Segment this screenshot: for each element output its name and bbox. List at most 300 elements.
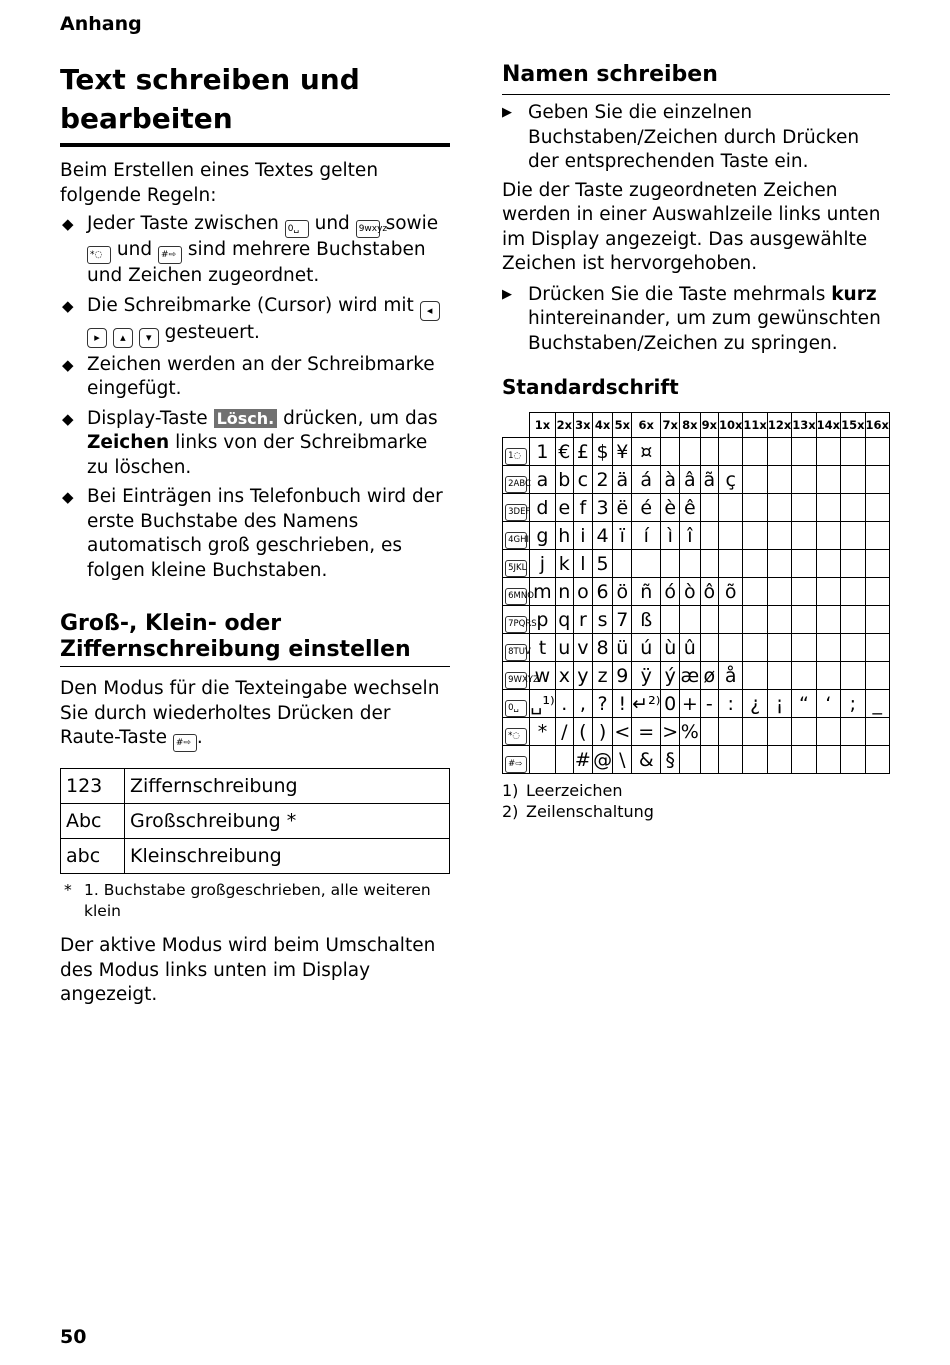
character-cell (632, 550, 661, 578)
table-row (503, 746, 890, 774)
section-title-mode: Groß-, Klein- oder Ziffernschreibung einstellen (60, 611, 450, 667)
character-cell (718, 718, 742, 746)
press-count-header: 5x (613, 413, 632, 438)
character-cell (718, 550, 742, 578)
section-title-names: Namen schreiben (502, 60, 890, 95)
press-count-header: 6x (632, 413, 661, 438)
character-cell: “ (792, 690, 816, 718)
mode-label: Großschreibung * (125, 804, 450, 839)
keypad-key-icon: 4GHI (505, 532, 527, 549)
character-cell (841, 746, 865, 774)
character-cell: û (680, 634, 701, 662)
character-cell: ↵²⁾ (632, 690, 661, 718)
table-row (503, 578, 890, 606)
character-cell (841, 662, 865, 690)
step-item: ▶ Drücken Sie die Taste mehrmals kurz hintereinander, um zum gewünschten Buchstaben/Zeichen zu springen. (502, 283, 881, 354)
character-cell (841, 718, 865, 746)
character-cell: ␣¹⁾ (530, 690, 555, 718)
character-cell (613, 550, 632, 578)
keypad-key-cell (503, 522, 530, 550)
nav-right-icon: ▸ (87, 328, 107, 348)
character-cell (718, 522, 742, 550)
character-cell: r (574, 606, 593, 634)
character-cell: z (592, 662, 613, 690)
character-cell (792, 662, 816, 690)
character-cell: ê (680, 494, 701, 522)
arrow-right-icon: ▶ (502, 105, 512, 120)
character-cell (816, 578, 840, 606)
character-cell (865, 606, 889, 634)
table-row (61, 804, 450, 839)
table-row (503, 662, 890, 690)
character-cell (680, 606, 701, 634)
subtitle-standard-font: Standardschrift (502, 375, 679, 399)
character-cell: € (555, 438, 573, 466)
keypad-key-icon: 1◌ (505, 448, 527, 465)
character-cell (530, 746, 555, 774)
keypad-key-cell (503, 578, 534, 606)
character-cell: y (574, 662, 593, 690)
character-cell (661, 550, 680, 578)
character-cell (743, 466, 767, 494)
character-cell: n (555, 578, 573, 606)
page-title (60, 60, 450, 147)
character-cell: ú (632, 634, 661, 662)
character-cell: ÿ (632, 662, 661, 690)
character-cell: á (632, 466, 661, 494)
character-cell (743, 634, 767, 662)
character-cell: g (530, 522, 555, 550)
character-cell: h (555, 522, 573, 550)
keypad-key-icon: 8TUV (505, 644, 527, 661)
rules-list (60, 212, 450, 583)
nav-left-icon: ◂ (420, 301, 440, 321)
character-cell: â (680, 466, 701, 494)
press-count-header: 7x (661, 413, 680, 438)
character-cell (767, 494, 791, 522)
character-cell: ï (613, 522, 632, 550)
character-cell (841, 578, 865, 606)
character-cell: a (530, 466, 555, 494)
mode-code: 123 (61, 769, 125, 804)
character-cell (743, 662, 767, 690)
character-cell: u (555, 634, 573, 662)
left-column (60, 60, 450, 1008)
character-cell: 3 (592, 494, 613, 522)
character-cell (700, 718, 718, 746)
press-count-header: 13x (792, 413, 816, 438)
character-cell (841, 522, 865, 550)
character-cell: 2 (592, 466, 613, 494)
character-cell: i (574, 522, 593, 550)
character-cell: à (661, 466, 680, 494)
character-cell (680, 438, 701, 466)
character-cell (743, 522, 767, 550)
press-count-header: 15x (841, 413, 865, 438)
character-cell (718, 634, 742, 662)
character-cell: õ (718, 578, 742, 606)
keypad-key-icon: 9WXYZ (505, 672, 527, 689)
character-cell: ò (680, 578, 701, 606)
character-cell: j (530, 550, 555, 578)
press-count-header: 12x (767, 413, 791, 438)
character-cell: 0 (661, 690, 680, 718)
character-cell: m (530, 578, 555, 606)
character-cell (743, 494, 767, 522)
rule-phonebook: ◆ Bei Einträgen ins Telefonbuch wird der erste Buchstabe des Namens automatisch groß geschrieben, es folgen kleine Buchstaben. (62, 486, 443, 581)
character-cell: _ (865, 690, 889, 718)
character-cell: ¤ (632, 438, 661, 466)
rule-cursor: ◆ Die Schreibmarke (Cursor) wird mit ◂ ▸ ▴ ▾ gesteuert. (60, 294, 450, 348)
character-cell (865, 634, 889, 662)
character-cell: % (680, 718, 701, 746)
character-cell: e (555, 494, 573, 522)
key-star-icon: *◌ (87, 246, 111, 264)
footnote: * 1. Buchstabe großgeschrieben, alle weiteren klein (64, 881, 431, 920)
character-cell (767, 522, 791, 550)
press-count-header: 4x (592, 413, 613, 438)
press-count-header: 8x (680, 413, 701, 438)
page-title-line2: bearbeiten (60, 102, 233, 135)
character-cell (767, 466, 791, 494)
character-cell (718, 438, 742, 466)
character-cell (743, 438, 767, 466)
character-cell: ã (700, 466, 718, 494)
diamond-bullet-icon: ◆ (62, 215, 74, 233)
character-cell (700, 746, 718, 774)
character-cell (767, 718, 791, 746)
keypad-key-cell (503, 634, 530, 662)
character-cell: w (530, 662, 555, 690)
character-cell (700, 606, 718, 634)
character-cell (555, 746, 573, 774)
character-cell: . (555, 690, 573, 718)
character-cell: ; (841, 690, 865, 718)
keypad-key-cell (503, 494, 530, 522)
page-number: 50 (60, 1326, 87, 1348)
character-cell (865, 578, 889, 606)
character-cell: ü (613, 634, 632, 662)
character-cell (792, 718, 816, 746)
character-cell (767, 606, 791, 634)
press-count-header: 2x (555, 413, 573, 438)
keypad-key-icon: 7PQRS (505, 616, 527, 633)
character-cell (767, 578, 791, 606)
mode-label: Ziffernschreibung (125, 769, 450, 804)
character-cell: ß (632, 606, 661, 634)
table-row (503, 606, 890, 634)
nav-down-icon: ▾ (139, 328, 159, 348)
keypad-key-icon: 6MNO (505, 588, 527, 605)
nav-up-icon: ▴ (113, 328, 133, 348)
character-cell (865, 466, 889, 494)
character-cell: * (530, 718, 555, 746)
press-count-header: 16x (865, 413, 889, 438)
character-cell: @ (592, 746, 613, 774)
character-cell: > (661, 718, 680, 746)
character-cell (718, 746, 742, 774)
character-cell (841, 634, 865, 662)
character-cell (841, 438, 865, 466)
character-cell: ö (613, 578, 632, 606)
character-cell (865, 522, 889, 550)
character-cell: 8 (592, 634, 613, 662)
key-0-icon: 0␣ (285, 220, 309, 238)
key-9-icon: 9wxyz (356, 220, 380, 238)
character-cell (792, 634, 816, 662)
character-cell: ø (700, 662, 718, 690)
display-key-delete: Lösch. (214, 409, 278, 428)
character-cell (816, 494, 840, 522)
character-cell: \ (613, 746, 632, 774)
character-cell: - (700, 690, 718, 718)
character-cell (700, 550, 718, 578)
character-cell (767, 550, 791, 578)
modes-table (60, 768, 450, 874)
character-cell (865, 662, 889, 690)
character-cell (700, 438, 718, 466)
keypad-key-icon: 3DEF (505, 504, 527, 521)
character-table (502, 412, 890, 774)
character-cell (792, 494, 816, 522)
character-cell: ¥ (613, 438, 632, 466)
character-cell (700, 522, 718, 550)
keypad-key-cell (503, 662, 539, 690)
character-cell (841, 606, 865, 634)
mode-code: Abc (61, 804, 125, 839)
character-cell (816, 718, 840, 746)
table-corner (503, 413, 530, 438)
keypad-key-cell (503, 466, 530, 494)
character-cell (718, 494, 742, 522)
character-cell: & (632, 746, 661, 774)
character-cell: î (680, 522, 701, 550)
character-cell (743, 550, 767, 578)
character-cell: p (530, 606, 555, 634)
character-cell: ( (574, 718, 593, 746)
character-cell (661, 606, 680, 634)
character-cell: å (718, 662, 742, 690)
character-cell (718, 606, 742, 634)
diamond-bullet-icon: ◆ (62, 296, 74, 315)
keypad-key-cell (503, 718, 530, 746)
keypad-key-cell (503, 438, 530, 466)
arrow-right-icon: ▶ (502, 286, 512, 302)
diamond-bullet-icon: ◆ (62, 409, 74, 428)
character-cell (865, 494, 889, 522)
table-row (503, 494, 890, 522)
character-cell (743, 606, 767, 634)
character-cell (743, 746, 767, 774)
character-cell: 5 (592, 550, 613, 578)
keypad-key-icon: *◌ (505, 728, 527, 745)
character-cell: = (632, 718, 661, 746)
diamond-bullet-icon: ◆ (62, 488, 74, 506)
character-cell (792, 606, 816, 634)
character-cell: ç (718, 466, 742, 494)
rule-insert: ◆ Zeichen werden an der Schreibmarke eingefügt. (62, 353, 435, 399)
character-cell (841, 550, 865, 578)
steps-list (502, 101, 890, 175)
table-row (503, 690, 890, 718)
character-cell (816, 746, 840, 774)
info-text: Die der Taste zugeordneten Zeichen werden in einer Auswahlzeile links unten im Display angezeigt. Das ausgewählte Zeichen ist hervorgehoben. (502, 179, 881, 274)
mode-label: Kleinschreibung (125, 839, 450, 874)
character-cell: s (592, 606, 613, 634)
character-cell: ó (661, 578, 680, 606)
diamond-bullet-icon: ◆ (62, 355, 74, 374)
character-cell: 6 (592, 578, 613, 606)
character-cell: k (555, 550, 573, 578)
character-cell: é (632, 494, 661, 522)
outro-text: Der aktive Modus wird beim Umschalten des Modus links unten im Display angezeigt. (60, 935, 436, 1005)
keypad-key-icon: 2ABC (505, 476, 527, 493)
page-title-line1: Text schreiben und (60, 63, 360, 96)
character-cell: ¿ (743, 690, 767, 718)
table-row (503, 522, 890, 550)
character-cell: $ (592, 438, 613, 466)
character-cell (865, 550, 889, 578)
running-header: Anhang (60, 13, 142, 35)
character-cell (865, 746, 889, 774)
keypad-key-icon: 5JKL (505, 560, 527, 577)
character-cell (865, 438, 889, 466)
table-row (503, 550, 890, 578)
table-row (503, 466, 890, 494)
character-cell: 4 (592, 522, 613, 550)
character-cell: í (632, 522, 661, 550)
character-cell (792, 466, 816, 494)
character-cell (816, 634, 840, 662)
keypad-key-cell (503, 690, 530, 718)
character-cell (792, 522, 816, 550)
keypad-key-cell (503, 606, 537, 634)
character-cell: t (530, 634, 555, 662)
intro-text: Beim Erstellen eines Textes gelten folgende Regeln: (60, 160, 379, 206)
step-item: ▶ Geben Sie die einzelnen Buchstaben/Zeichen durch Drücken der entsprechenden Taste ein. (502, 102, 860, 172)
table-row (503, 718, 890, 746)
character-cell: b (555, 466, 573, 494)
key-hash-icon: #⇨ (158, 246, 182, 264)
character-cell: l (574, 550, 593, 578)
keypad-key-cell (503, 746, 530, 774)
character-cell: £ (574, 438, 593, 466)
right-column (502, 60, 890, 822)
character-cell (792, 438, 816, 466)
character-cell: ô (700, 578, 718, 606)
character-cell: f (574, 494, 593, 522)
mode-text: Den Modus für die Texteingabe wechseln Sie durch wiederholtes Drücken der Raute-Taste #⇨ . (60, 677, 450, 752)
character-cell: # (574, 746, 593, 774)
character-cell: 9 (613, 662, 632, 690)
character-cell: ? (592, 690, 613, 718)
character-cell: ¡ (767, 690, 791, 718)
character-cell: è (661, 494, 680, 522)
character-cell (661, 438, 680, 466)
character-cell: ì (661, 522, 680, 550)
character-cell: ñ (632, 578, 661, 606)
character-cell: § (661, 746, 680, 774)
character-cell (767, 438, 791, 466)
character-cell: c (574, 466, 593, 494)
character-cell (792, 746, 816, 774)
character-cell: / (555, 718, 573, 746)
character-cell (816, 606, 840, 634)
character-cell: ‘ (816, 690, 840, 718)
character-cell: + (680, 690, 701, 718)
table-row (503, 634, 890, 662)
character-cell (841, 494, 865, 522)
table-row (61, 839, 450, 874)
press-count-header: 3x (574, 413, 593, 438)
character-cell (792, 578, 816, 606)
press-count-header: 14x (816, 413, 840, 438)
character-cell (816, 550, 840, 578)
character-cell: q (555, 606, 573, 634)
table-header-row (503, 413, 890, 438)
mode-code: abc (61, 839, 125, 874)
press-count-header: 10x (718, 413, 742, 438)
character-cell (816, 662, 840, 690)
note-item: 1) Leerzeichen (502, 781, 623, 800)
character-cell (700, 494, 718, 522)
character-cell (841, 466, 865, 494)
character-cell: : (718, 690, 742, 718)
press-count-header: 11x (743, 413, 767, 438)
key-hash-icon: #⇨ (173, 734, 197, 752)
character-cell: 7 (613, 606, 632, 634)
table-row (503, 438, 890, 466)
character-cell: ) (592, 718, 613, 746)
character-cell: d (530, 494, 555, 522)
character-cell: ý (661, 662, 680, 690)
character-cell (767, 746, 791, 774)
character-cell (816, 466, 840, 494)
character-cell (700, 634, 718, 662)
character-cell: ë (613, 494, 632, 522)
character-cell (865, 718, 889, 746)
character-cell (743, 578, 767, 606)
press-count-header: 1x (530, 413, 555, 438)
character-cell: ä (613, 466, 632, 494)
steps-list (502, 283, 890, 357)
character-cell (792, 550, 816, 578)
character-cell: ! (613, 690, 632, 718)
character-cell: 1 (530, 438, 555, 466)
character-cell (767, 662, 791, 690)
table-notes (502, 780, 890, 822)
character-cell (767, 634, 791, 662)
character-cell: < (613, 718, 632, 746)
character-cell: o (574, 578, 593, 606)
character-cell: x (555, 662, 573, 690)
character-cell: æ (680, 662, 701, 690)
character-cell: , (574, 690, 593, 718)
keypad-key-cell (503, 550, 530, 578)
rule-keys: ◆ Jeder Taste zwischen 0␣ und 9wxyz sowie *◌ und #⇨ sind mehrere Buchstaben und Zeichen zugeordnet. (62, 213, 439, 286)
character-cell (743, 718, 767, 746)
keypad-key-icon: #⇨ (505, 756, 527, 773)
character-cell (816, 522, 840, 550)
character-cell: ù (661, 634, 680, 662)
keypad-key-icon: 0␣ (505, 700, 527, 717)
character-cell (680, 550, 701, 578)
character-cell (680, 746, 701, 774)
table-row (61, 769, 450, 804)
note-item: 2) Zeilenschaltung (502, 802, 654, 821)
press-count-header: 9x (700, 413, 718, 438)
rule-delete: ◆ Display-Taste Lösch. drücken, um das Zeichen links von der Schreibmarke zu löschen. (62, 407, 438, 478)
